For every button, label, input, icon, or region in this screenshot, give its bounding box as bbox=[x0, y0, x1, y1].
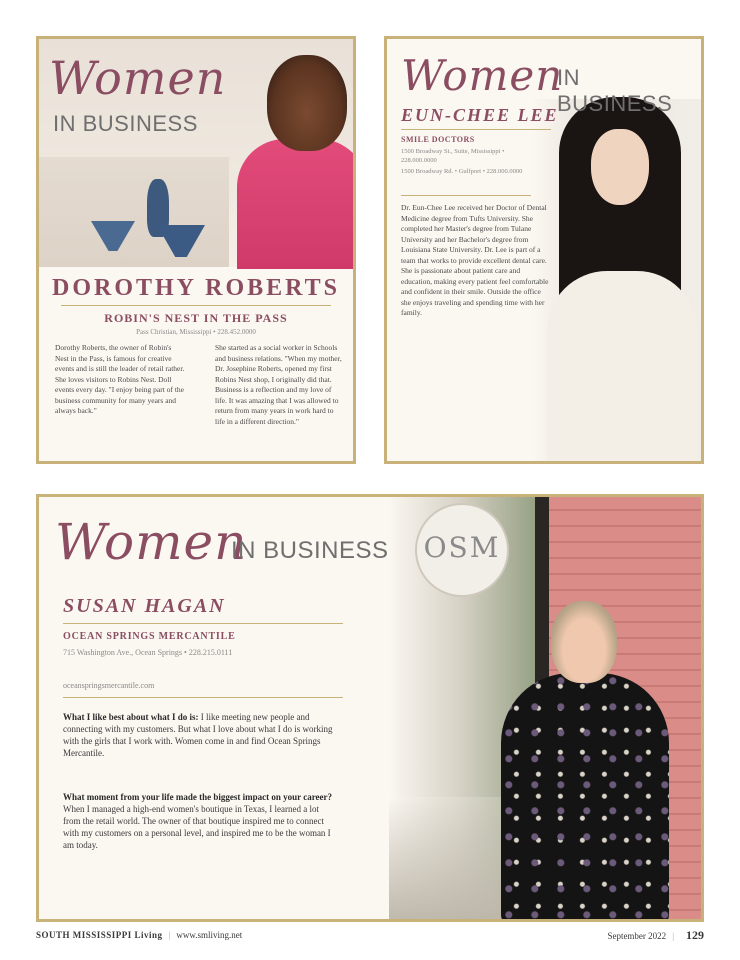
profile-name: EUN-CHEE LEE bbox=[401, 105, 559, 125]
question-text: What I like best about what I do is: bbox=[63, 712, 199, 722]
eun-chee-lee-panel bbox=[384, 36, 704, 464]
issue-date: September 2022 bbox=[607, 931, 667, 941]
page-footer bbox=[36, 928, 704, 944]
section-title-script: Women bbox=[401, 51, 564, 100]
dorothy-roberts-panel bbox=[36, 36, 356, 464]
section-title-caps: IN BUSINESS bbox=[231, 537, 389, 564]
question-text: What moment from your life made the biggest impact on your career? bbox=[63, 792, 333, 802]
business-name: OCEAN SPRINGS MERCANTILE bbox=[63, 631, 236, 642]
divider bbox=[401, 129, 551, 130]
magazine-name: SOUTH MISSISSIPPI Living bbox=[36, 930, 163, 940]
portrait-face bbox=[591, 129, 649, 205]
answer-text: When I managed a high-end women's boutique in Texas, I learned a lot from the retail world. The owner of that boutique inspired me to connect with my customers on a personal level, and inspired me to be the woman I am today. bbox=[63, 804, 331, 850]
business-address: Pass Christian, Mississippi • 228.452.0000 bbox=[136, 328, 256, 336]
business-address: 715 Washington Ave., Ocean Springs • 228.215.0111 bbox=[63, 648, 233, 657]
profile-name: DOROTHY ROBERTS bbox=[52, 275, 340, 301]
portrait-head bbox=[267, 55, 347, 151]
divider bbox=[63, 623, 343, 624]
portrait-body bbox=[547, 271, 697, 464]
business-name: ROBIN'S NEST IN THE PASS bbox=[104, 311, 288, 325]
section-title-caps: IN BUSINESS bbox=[53, 111, 198, 136]
susan-hagan-panel bbox=[36, 494, 704, 922]
profile-text-column: She started as a social worker in Schools and business relations. "When my mother, Dr. Josephine Roberts, opened my first Robins Nest shop, I originally did that. Business is a reflection and my love of life. It was amazing that I was allowed to return from many years in work hard to life in a different direction." bbox=[215, 343, 342, 426]
answer-text: I like meeting new people and connecting with my customers. But what I love about what I do is working with the girls that I work with. Women come in and find Ocean Springs Mercantile. bbox=[63, 712, 333, 758]
portrait-body bbox=[237, 139, 356, 269]
footer-right: September 2022 | 129 bbox=[607, 928, 704, 942]
qa-block bbox=[63, 791, 333, 851]
divider bbox=[401, 195, 531, 196]
store-sign-logo: OSM bbox=[423, 531, 501, 564]
business-website: oceanspringsmercantile.com bbox=[63, 681, 155, 690]
divider bbox=[63, 697, 343, 698]
section-title-script: Women bbox=[55, 513, 248, 571]
business-address: 1500 Broadway St., Suite, Mississippi • 228.000.0000 bbox=[401, 148, 505, 164]
profile-text: Dr. Eun-Chee Lee received her Doctor of Dental Medicine degree from Tufts University. She completed her Master's degree from Tulane University and her Bachelor's degree from Louisiana State University. Dr. Lee is part of a team that works to provide excellent dental care. She is passionate about patient care and education, making every patient feel comfortable and confident in their smile. Outside the office she enjoys traveling and spending time with her family. bbox=[401, 203, 549, 317]
business-name: SMILE DOCTORS bbox=[401, 135, 475, 144]
footer-left: SOUTH MISSISSIPPI Living | www.smliving.net bbox=[36, 930, 243, 940]
portrait-head bbox=[551, 601, 617, 683]
shelf-image bbox=[39, 157, 229, 267]
store-sign bbox=[415, 503, 509, 597]
section-title-caps: IN BUSINESS bbox=[557, 65, 673, 116]
divider bbox=[61, 305, 331, 306]
profile-name: SUSAN HAGAN bbox=[63, 595, 226, 617]
qa-block bbox=[63, 711, 333, 759]
profile-text-column: Dorothy Roberts, the owner of Robin's Nest in the Pass, is famous for creative events and is still the leader of retail rather. She loves visitors to Robins Nest. Doll events every day. "I enjoy being part of the business community for many years and always back." bbox=[55, 343, 185, 415]
portrait-body bbox=[501, 673, 669, 922]
magazine-website: www.smliving.net bbox=[176, 930, 243, 940]
page-number: 129 bbox=[686, 928, 704, 942]
business-address: 1500 Broadway Rd. • Gulfport • 228.000.0000 bbox=[401, 168, 523, 175]
section-title-script: Women bbox=[49, 51, 227, 105]
